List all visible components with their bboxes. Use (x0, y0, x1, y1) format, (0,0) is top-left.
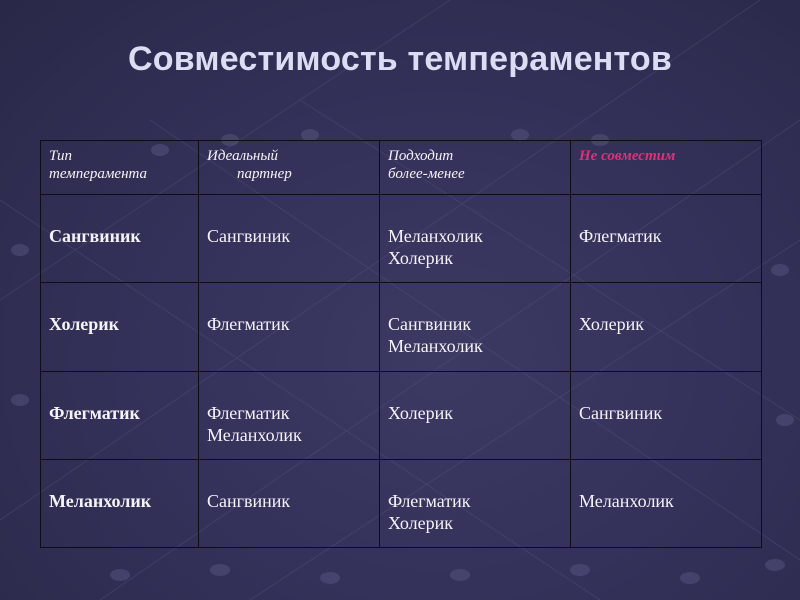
header-bad-line1: Не совместим (579, 148, 676, 164)
header-type (41, 141, 199, 195)
row-type-cell: Холерик (41, 283, 199, 371)
table-row (41, 371, 762, 459)
table-row (41, 283, 762, 371)
header-ideal-line1: Идеальный (207, 148, 279, 164)
ideal-partner-cell: Сангвиник (199, 195, 380, 283)
ideal-partner-cell: Сангвиник (199, 459, 380, 547)
row-type-cell: Меланхолик (41, 459, 199, 547)
header-ok-line1: Подходит (388, 148, 454, 164)
somewhat-compatible-cell: Сангвиник Меланхолик (380, 283, 571, 371)
incompatible-cell: Сангвиник (571, 371, 762, 459)
ideal-partner-cell: Флегматик Меланхолик (199, 371, 380, 459)
compatibility-table (40, 140, 762, 548)
row-type-cell: Флегматик (41, 371, 199, 459)
header-type-line2: темперамента (49, 166, 148, 182)
header-type-line1: Тип (49, 148, 72, 164)
somewhat-compatible-cell: Меланхолик Холерик (380, 195, 571, 283)
table-row (41, 195, 762, 283)
header-incompatible (571, 141, 762, 195)
incompatible-cell: Холерик (571, 283, 762, 371)
row-type-cell: Сангвиник (41, 195, 199, 283)
table-header-row (41, 141, 762, 195)
header-ok-line2: более-менее (388, 166, 465, 182)
somewhat-compatible-cell: Холерик (380, 371, 571, 459)
header-ideal-line2: партнер (237, 166, 292, 182)
incompatible-cell: Меланхолик (571, 459, 762, 547)
ideal-partner-cell: Флегматик (199, 283, 380, 371)
header-ideal-partner (199, 141, 380, 195)
somewhat-compatible-cell: Флегматик Холерик (380, 459, 571, 547)
slide-title: Совместимость темпераментов (127, 40, 673, 78)
incompatible-cell: Флегматик (571, 195, 762, 283)
header-somewhat-compatible (380, 141, 571, 195)
table-row (41, 459, 762, 547)
